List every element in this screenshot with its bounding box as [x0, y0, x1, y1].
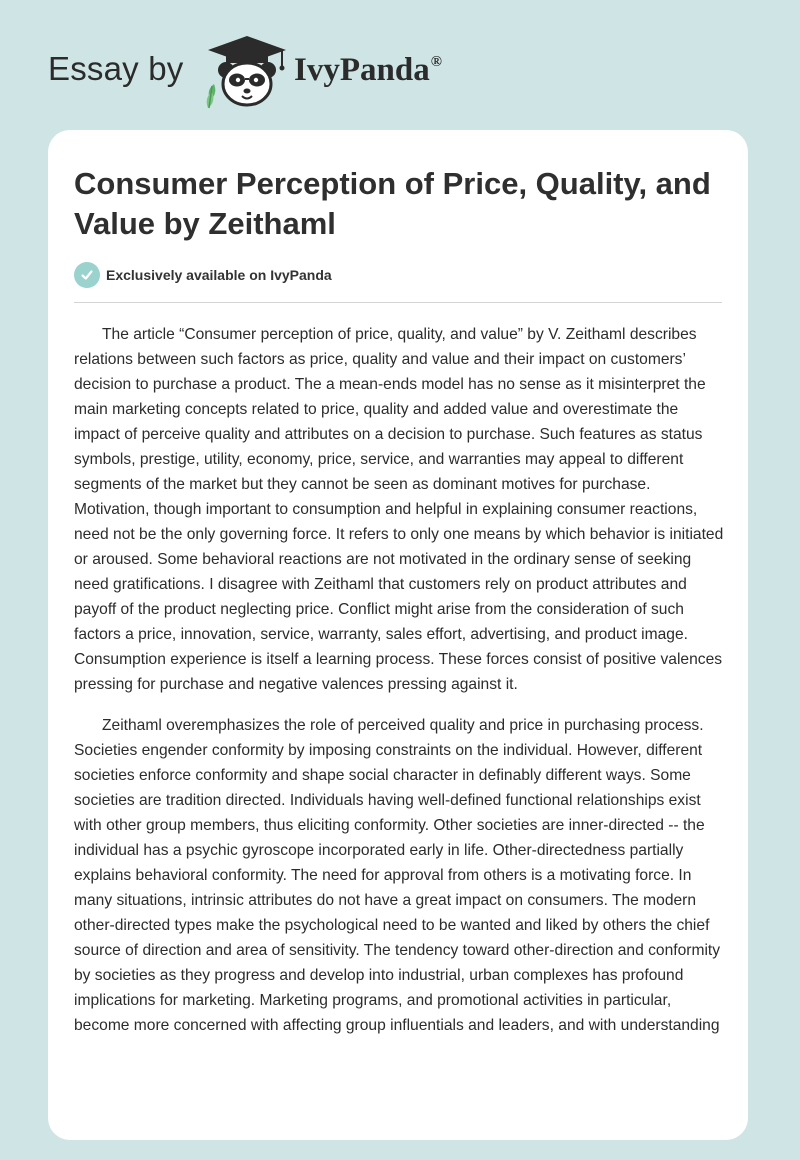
registered-mark: ®	[430, 54, 442, 70]
essay-paragraph: The article “Consumer perception of price, quality, and value” by V. Zeithaml describes relations between such factors as price, quality and value and their impact on customers’ decision to purchase a product. The a mean-ends model has no sense as it misinterpret the main marketing concepts related to price, quality and added value and overestimate the impact of perceive quality and attributes on a decision to purchase. Such features as status symbols, prestige, utility, economy, price, service, and warranties may appeal to different segments of the market but they cannot be seen as dominant motives for purchase. Motivation, though important to consumption and helpful in explaining consumer reactions, need not be the only governing force. It refers to only one means by which behavior is initiated or aroused. Some behavioral reactions are not motivated in the ordinary sense of seeking need gratifications. I disagree with Zeithaml that customers rely on product attributes and payoff of the product neglecting price. Conflict might arise from the consideration of such factors a price, innovation, service, warranty, sales effort, advertising, and product image. Consumption experience is itself a learning process. These forces consist of positive valences pressing for purchase and negative valences pressing against it.	[74, 326, 724, 693]
exclusive-badge	[74, 262, 332, 288]
essay-title: Consumer Perception of Price, Quality, and Value by Zeithaml	[74, 166, 711, 241]
brand-prefix: Essay by	[48, 50, 184, 87]
panda-graduate-icon	[202, 34, 292, 110]
essay-card	[48, 130, 748, 1140]
divider	[74, 302, 722, 303]
brand-header[interactable]	[48, 34, 488, 110]
brand-name: IvyPanda®	[294, 52, 442, 88]
essay-paragraph: Zeithaml overemphasizes the role of perceived quality and price in purchasing process. Societies engender conformity by imposing constraints on the individual. However, different societies enforce conformity and shape social character in definably different ways. Some societies are tradition directed. Individuals having well-defined functional relationships exist with other group members, thus eliciting conformity. Other societies are inner-directed -- the individual has a psychic gyroscope incorporated early in life. Other-directedness partially explains behavioral conformity. The need for approval from others is a motivating force. In many situations, intrinsic attributes do not have a great impact on consumers. The modern other-directed types make the psychological need to be wanted and liked by others the chief source of direction and area of sensitivity. The tendency toward other-direction and conformity by societies as they progress and develop into industrial, urban complexes has profound implications for marketing. Marketing programs, and promotional activities in particular, become more concerned with affecting group influentials and leaders, and with understanding	[74, 717, 721, 1034]
essay-body	[74, 322, 724, 1054]
check-icon	[74, 262, 100, 288]
badge-text: Exclusively available on IvyPanda	[106, 267, 332, 283]
